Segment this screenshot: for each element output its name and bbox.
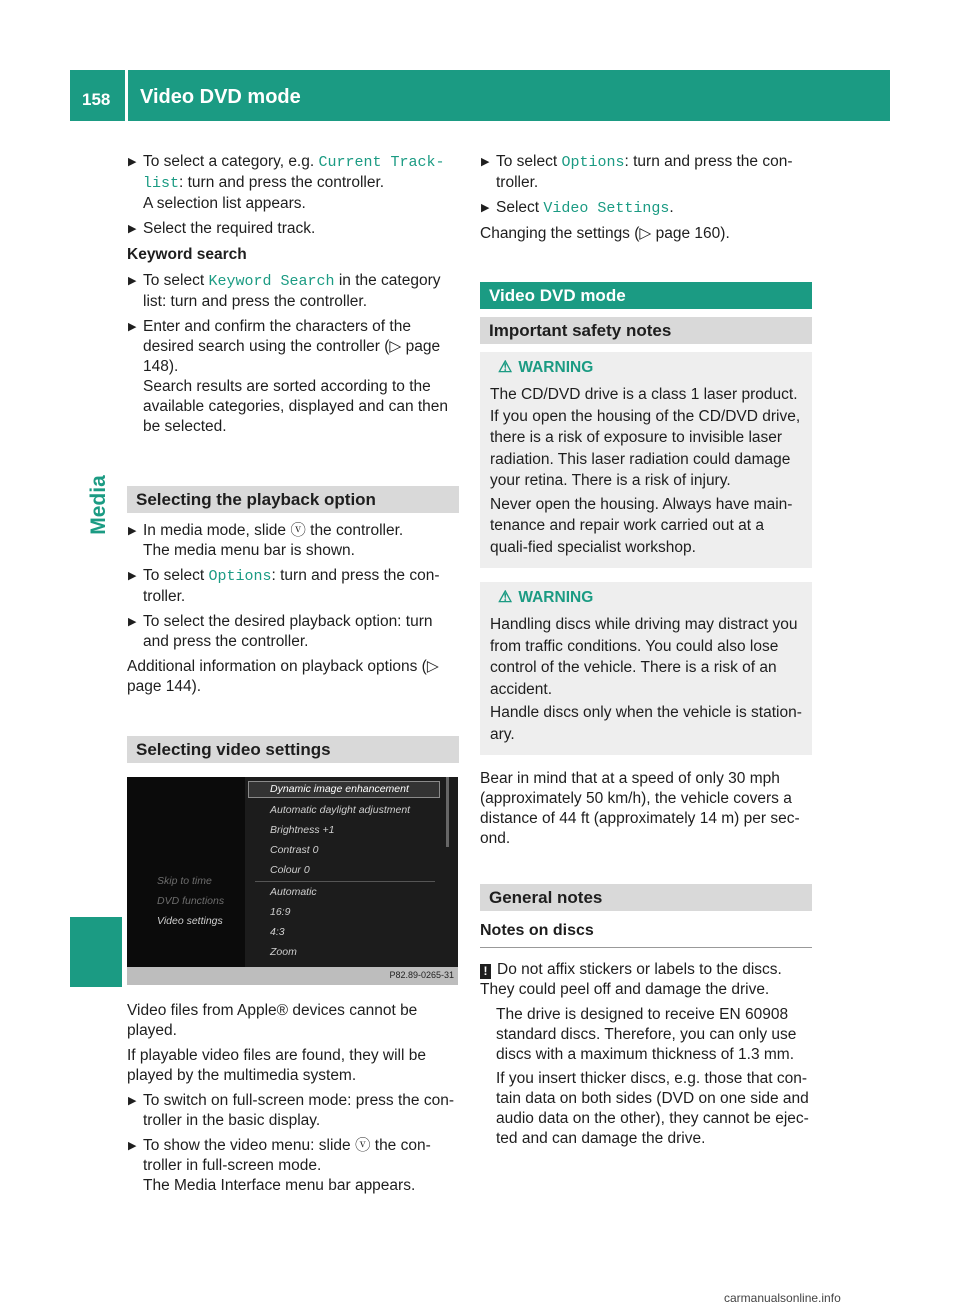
bullet-arrow-icon: ▶ — [128, 223, 137, 235]
warning-triangle-icon: ⚠ — [498, 359, 513, 376]
notes-on-discs-heading: Notes on discs — [480, 921, 812, 948]
footer-watermark: carmanualsonline.info — [724, 1291, 841, 1305]
discs-caution: ! Do not affix stickers or labels to the discs. They could peel off and damage the drive. — [480, 961, 782, 998]
bullet-select-options-right: ▶ To select Options: turn and press the con‐troller. — [481, 153, 793, 191]
warning-box-laser: ⚠ WARNING The CD/DVD drive is a class 1 laser product. If you open the housing of the CD/DVD drive, there is a risk of exposure to invisible laser radiation. This laser radiation could damage your retina. There is a risk of injury. Never open the housing. Always have main‐tenance and repair work carried out at a quali‐fied specialist workshop. — [480, 352, 812, 568]
playback-note: Additional information on playback options (▷ page 144). — [127, 658, 439, 695]
bullet-select-options: ▶ To select Options: turn and press the con‐troller. — [128, 567, 440, 605]
video-settings-screenshot — [127, 777, 458, 985]
item-dynamic-image: Dynamic image enhancement — [270, 783, 409, 795]
bullet-arrow-icon: ▶ — [128, 156, 137, 168]
bullet-arrow-icon: ▶ — [128, 616, 137, 628]
bullet-arrow-icon: ▶ — [128, 321, 137, 333]
bullet-arrow-icon: ▶ — [128, 1140, 137, 1152]
bullet-arrow-icon: ▶ — [128, 525, 137, 537]
item-zoom: Zoom — [270, 946, 297, 958]
speed-note: Bear in mind that at a speed of only 30 mph (approximately 50 km/h), the vehicle covers a distance of 44 ft (approximately 14 m) per sec‐ond. — [480, 770, 800, 847]
bullet-video-menu: ▶ To show the video menu: slide ⓥ the con‐troller in full-screen mode. The Media Interface menu bar appears. — [128, 1137, 431, 1194]
page-number: 158 — [82, 90, 111, 109]
safety-notes-heading: Important safety notes — [480, 317, 812, 344]
warning-box-driving: ⚠ WARNING Handling discs while driving may distract you from traffic conditions. You could also lose control of the vehicle. There is a risk of an accident. Handle discs only when the vehicle is station‐ary. — [480, 582, 812, 755]
bullet-select-keyword: ▶ To select Keyword Search in the category list: turn and press the controller. — [128, 272, 441, 310]
right-column — [480, 152, 812, 1153]
header-divider — [125, 70, 128, 121]
item-16-9: 16:9 — [270, 906, 291, 918]
menu-skip-to-time: Skip to time — [157, 875, 212, 887]
scrollbar — [446, 777, 449, 847]
apple-note: Video files from Apple® devices cannot be played. — [127, 1002, 418, 1039]
panel-divider — [255, 881, 435, 882]
playable-note: If playable video files are found, they will be played by the multimedia system. — [127, 1047, 426, 1084]
bullet-select-playback: ▶ To select the desired playback option: turn and press the controller. — [128, 613, 433, 650]
left-column — [127, 152, 459, 1201]
menu-video-settings: Video settings — [157, 915, 223, 927]
bullet-arrow-icon: ▶ — [128, 570, 137, 582]
warning-laser-advice: Never open the housing. Always have main‐tenance and repair work carried out at a quali‐fied specialist workshop. — [490, 495, 793, 556]
warning-triangle-icon: ⚠ — [498, 589, 513, 606]
bullet-select-track: ▶ Select the required track. — [128, 220, 316, 237]
bullet-select-category: ▶ To select a category, e.g. Current Track‐list: turn and press the controller. A selection list appears. — [128, 153, 445, 212]
playback-option-heading: Selecting the playback option — [127, 486, 459, 513]
warning-driving-advice: Handle discs only when the vehicle is station‐ary. — [490, 704, 802, 743]
bullet-arrow-icon: ▶ — [481, 202, 490, 214]
bullet-select-video-settings: ▶ Select Video Settings. — [481, 199, 674, 217]
video-dvd-section-title: Video DVD mode — [480, 282, 812, 309]
side-section-label: Media — [87, 475, 110, 535]
side-tab — [70, 917, 122, 987]
warning-laser-text: The CD/DVD drive is a class 1 laser product. If you open the housing of the CD/DVD drive, there is a risk of exposure to invisible laser radiation. This laser radiation could damage your retina. There is a risk of injury. — [490, 386, 801, 489]
warning-driving-text: Handling discs while driving may distract you from traffic conditions. You could also lose control of the vehicle. There is a risk of an accident. — [490, 616, 798, 698]
bullet-arrow-icon: ▶ — [128, 275, 137, 287]
bullet-arrow-icon: ▶ — [481, 156, 490, 168]
caution-icon: ! — [480, 964, 491, 979]
item-brightness: Brightness +1 — [270, 824, 335, 836]
figure-code: P82.89-0265-31 — [389, 970, 454, 980]
page-header — [70, 70, 890, 121]
discs-thicker-note: If you insert thicker discs, e.g. those that con‐tain data on both sides (DVD on one side and audio data on the other), they cannot be ejec‐ted and can damage the drive. — [496, 1070, 809, 1147]
page-title: Video DVD mode — [140, 86, 301, 108]
keyword-search-heading: Keyword search — [127, 246, 247, 263]
bullet-arrow-icon: ▶ — [128, 1095, 137, 1107]
changing-settings-note: Changing the settings (▷ page 160). — [480, 225, 730, 242]
bullet-fullscreen: ▶ To switch on full-screen mode: press the con‐troller in the basic display. — [128, 1092, 454, 1129]
item-contrast: Contrast 0 — [270, 844, 319, 856]
bullet-enter-characters: ▶ Enter and confirm the characters of the desired search using the controller (▷ page 148). Search results are sorted according to the available categories, displayed and can then be selected. — [128, 318, 449, 435]
discs-standard-note: The drive is designed to receive EN 60908 standard discs. Therefore, you can only use discs with a maximum thickness of 1.3 mm. — [496, 1006, 797, 1063]
item-automatic: Automatic — [270, 886, 317, 898]
item-colour: Colour 0 — [270, 864, 310, 876]
item-daylight: Automatic daylight adjustment — [270, 804, 411, 816]
item-4-3: 4:3 — [270, 926, 285, 938]
general-notes-heading: General notes — [480, 884, 812, 911]
video-settings-heading: Selecting video settings — [127, 736, 459, 763]
bullet-slide-controller: ▶ In media mode, slide ⓥ the controller. The media menu bar is shown. — [128, 522, 404, 559]
menu-dvd-functions: DVD functions — [157, 895, 225, 907]
